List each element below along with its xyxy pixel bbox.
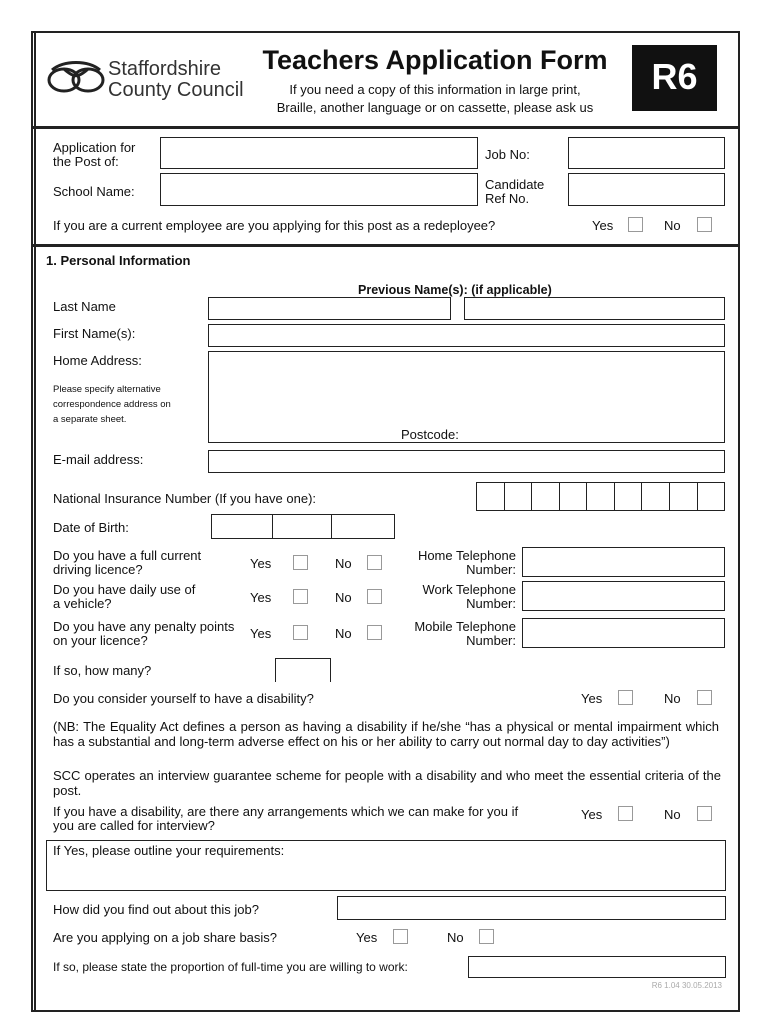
council-name-line2: County Council	[108, 79, 244, 101]
dob-month-input[interactable]	[272, 514, 332, 539]
arrangements-no-checkbox[interactable]	[697, 806, 712, 821]
arrangements-question-2: you are called for interview?	[53, 818, 215, 833]
disability-yes-label: Yes	[581, 691, 603, 706]
ni-cell[interactable]	[697, 482, 726, 511]
job-no-input[interactable]	[568, 137, 725, 169]
redeploy-yes-label: Yes	[592, 218, 614, 233]
vehicle-yes-checkbox[interactable]	[293, 589, 308, 604]
scc-note: SCC operates an interview guarantee scheme for people with a disability and who meet the essential criteria of the post.	[53, 768, 721, 798]
penalty-no-checkbox[interactable]	[367, 625, 382, 640]
application-label-1: Application for	[53, 140, 136, 155]
home-telephone-label: Home Telephone	[417, 548, 516, 563]
licence-no-label: No	[335, 556, 352, 571]
dob-label: Date of Birth:	[53, 520, 129, 535]
post-input[interactable]	[160, 137, 478, 169]
vehicle-no-checkbox[interactable]	[367, 589, 382, 604]
last-name-input[interactable]	[208, 297, 451, 320]
licence-no-checkbox[interactable]	[367, 555, 382, 570]
ni-cell[interactable]	[641, 482, 670, 511]
licence-yes-label: Yes	[250, 556, 272, 571]
licence-question-2: driving licence?	[53, 562, 143, 577]
home-address-label: Home Address:	[53, 353, 142, 368]
school-name-label: School Name:	[53, 184, 135, 199]
disability-no-checkbox[interactable]	[697, 690, 712, 705]
find-job-label: How did you find out about this job?	[53, 902, 259, 917]
how-many-label: If so, how many?	[53, 663, 152, 678]
home-telephone-input[interactable]	[522, 547, 725, 577]
candidate-label-1: Candidate	[485, 177, 545, 192]
candidate-ref-input[interactable]	[568, 173, 725, 206]
home-address-input[interactable]	[208, 351, 725, 443]
arrangements-yes-label: Yes	[581, 807, 603, 822]
vehicle-no-label: No	[335, 590, 352, 605]
arrangements-question-1: If you have a disability, are there any arrangements which we can make for you if	[53, 804, 519, 819]
job-no-label: Job No:	[485, 147, 530, 162]
first-names-input[interactable]	[208, 324, 725, 347]
mobile-telephone-input[interactable]	[522, 618, 725, 648]
school-name-input[interactable]	[160, 173, 478, 206]
header-divider	[31, 126, 740, 129]
work-telephone-label: Work Telephone	[422, 582, 516, 597]
licence-question-1: Do you have a full current	[53, 548, 202, 563]
address-note-1: Please specify alternative	[53, 384, 161, 395]
vehicle-question-1: Do you have daily use of	[53, 582, 196, 597]
application-label-2: the Post of:	[53, 154, 119, 169]
work-telephone-number-label: Number:	[466, 596, 516, 611]
proportion-label: If so, please state the proportion of full-time you are willing to work:	[53, 960, 408, 974]
previous-names-input[interactable]	[464, 297, 725, 320]
ni-cell[interactable]	[669, 482, 698, 511]
how-many-input[interactable]	[275, 658, 331, 682]
penalty-yes-checkbox[interactable]	[293, 625, 308, 640]
requirements-label: If Yes, please outline your requirements:	[53, 843, 285, 858]
arrangements-yes-checkbox[interactable]	[618, 806, 633, 821]
job-share-no-checkbox[interactable]	[479, 929, 494, 944]
dob-day-input[interactable]	[211, 514, 273, 539]
home-telephone-number-label: Number:	[466, 562, 516, 577]
ni-cell[interactable]	[476, 482, 505, 511]
find-job-input[interactable]	[337, 896, 726, 920]
form-border-inner	[34, 33, 36, 1010]
council-name-line1: Staffordshire	[108, 58, 222, 80]
page-title: Teachers Application Form	[262, 45, 608, 75]
redeploy-yes-checkbox[interactable]	[628, 217, 643, 232]
job-share-yes-label: Yes	[356, 930, 378, 945]
proportion-input[interactable]	[468, 956, 726, 978]
vehicle-question-2: a vehicle?	[53, 596, 112, 611]
address-note-3: a separate sheet.	[53, 414, 127, 425]
job-share-no-label: No	[447, 930, 464, 945]
penalty-no-label: No	[335, 626, 352, 641]
title-subtitle-2: Braille, another language or on cassette, please ask us	[276, 100, 594, 115]
mobile-telephone-number-label: Number:	[466, 633, 516, 648]
redeploy-question: If you are a current employee are you applying for this post as a redeployee?	[53, 218, 496, 233]
mobile-telephone-label: Mobile Telephone	[414, 619, 516, 634]
previous-names-label: Previous Name(s): (if applicable)	[358, 283, 552, 297]
email-label: E-mail address:	[53, 452, 144, 467]
redeploy-no-checkbox[interactable]	[697, 217, 712, 232]
disability-no-label: No	[664, 691, 681, 706]
form-version: R6 1.04 30.05.2013	[651, 981, 722, 990]
section-divider	[31, 244, 740, 247]
disability-question: Do you consider yourself to have a disability?	[53, 691, 314, 706]
email-input[interactable]	[208, 450, 725, 473]
arrangements-no-label: No	[664, 807, 681, 822]
title-subtitle-1: If you need a copy of this information in large print,	[289, 82, 581, 97]
equality-note: (NB: The Equality Act defines a person as having a disability if he/she “has a physical or mental impairment which has a substantial and long-term adverse effect on his or her ability to carry out normal day to day activities”)	[53, 719, 719, 749]
work-telephone-input[interactable]	[522, 581, 725, 611]
ni-cell[interactable]	[531, 482, 560, 511]
candidate-label-2: Ref No.	[485, 191, 530, 206]
form-code: R6	[651, 56, 698, 97]
penalty-question-1: Do you have any penalty points	[53, 619, 235, 634]
ni-cell[interactable]	[559, 482, 588, 511]
disability-yes-checkbox[interactable]	[618, 690, 633, 705]
job-share-label: Are you applying on a job share basis?	[53, 930, 278, 945]
job-share-yes-checkbox[interactable]	[393, 929, 408, 944]
ni-cell[interactable]	[614, 482, 643, 511]
dob-year-input[interactable]	[331, 514, 395, 539]
ni-number-input[interactable]	[477, 482, 725, 511]
penalty-question-2: on your licence?	[53, 633, 148, 648]
address-note-2: correspondence address on	[53, 399, 171, 410]
council-logo	[44, 56, 108, 96]
redeploy-no-label: No	[664, 218, 681, 233]
vehicle-yes-label: Yes	[250, 590, 272, 605]
postcode-label: Postcode:	[401, 427, 459, 442]
ni-number-label: National Insurance Number (If you have one):	[53, 491, 317, 506]
ni-cell[interactable]	[504, 482, 533, 511]
penalty-yes-label: Yes	[250, 626, 272, 641]
last-name-label: Last Name	[53, 299, 116, 314]
ni-cell[interactable]	[586, 482, 615, 511]
first-names-label: First Name(s):	[53, 326, 136, 341]
section-title: 1. Personal Information	[46, 253, 191, 268]
stafford-knot-icon	[44, 56, 108, 96]
licence-yes-checkbox[interactable]	[293, 555, 308, 570]
